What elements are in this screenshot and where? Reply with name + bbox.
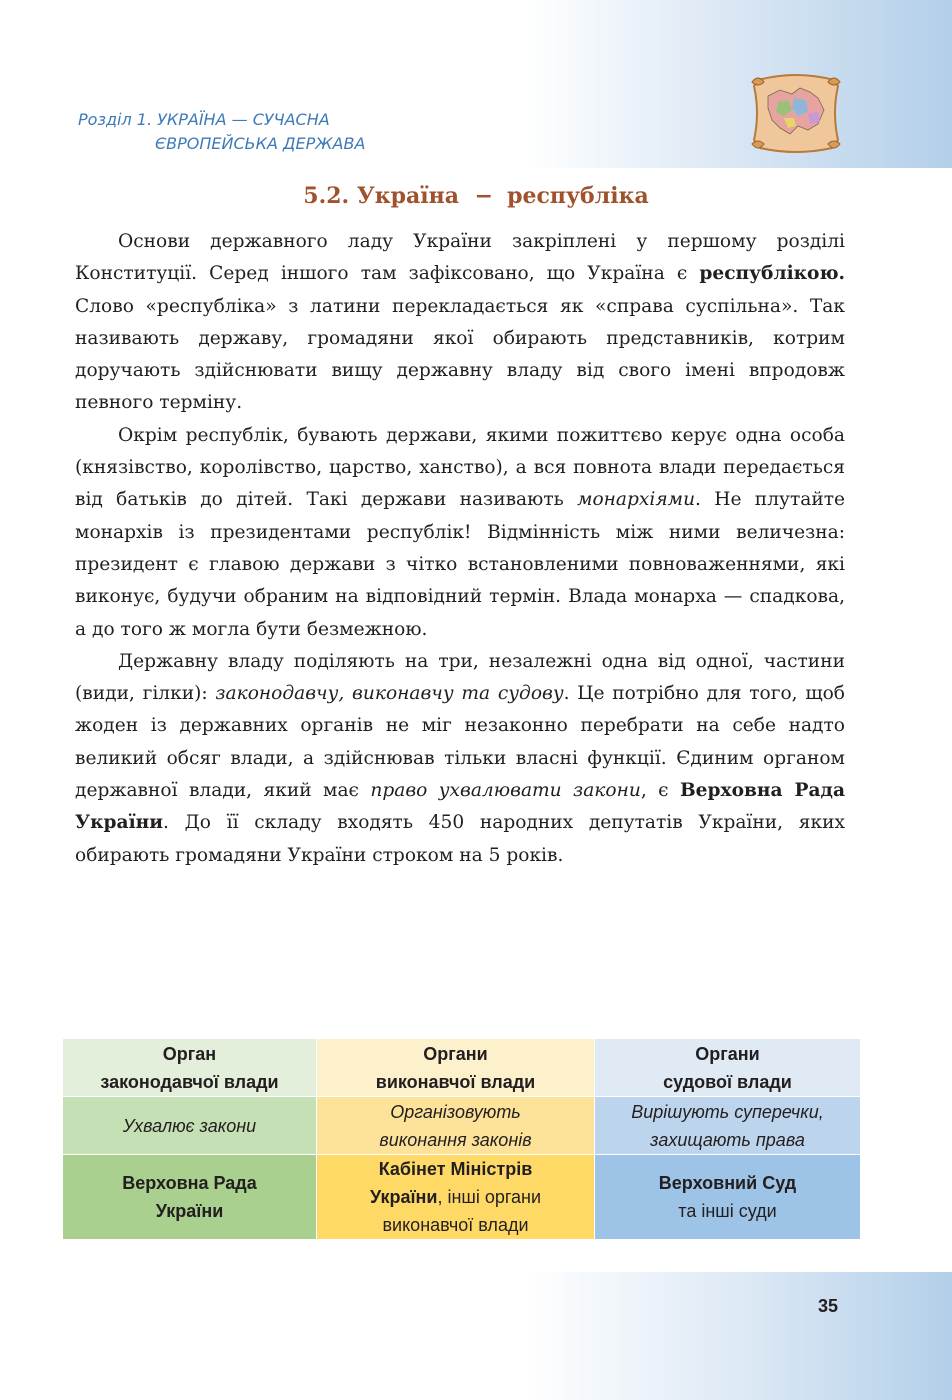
footer-gradient-band <box>0 1272 952 1400</box>
paragraph-2 <box>75 420 845 646</box>
text-run: . Це потрібно для того, щоб жоден із державних органів не міг незаконно перебрати на себе надто великий обсяг влади, а здійснював тільки власні функції. Єдиним органом державної влади, який має <box>75 683 845 802</box>
topic-title <box>0 180 952 212</box>
function-legislative: Ухвалює закони <box>63 1097 317 1155</box>
body-executive: Кабінет Міністрів України, інші органи виконавчої влади <box>317 1155 595 1240</box>
topic-subject: республіка <box>507 183 649 209</box>
text-run: , є <box>640 780 680 802</box>
section-heading <box>78 108 365 156</box>
title-dash: − <box>474 183 494 209</box>
term-lawmaking: право ухвалювати закони <box>370 780 641 802</box>
section-heading-line1: Розділ 1. УКРАЇНА — СУЧАСНА <box>78 110 330 129</box>
table-header-row <box>63 1039 861 1097</box>
function-executive: Організовують виконання законів <box>317 1097 595 1155</box>
header-judicial: Органи судової влади <box>595 1039 861 1097</box>
page-number: 35 <box>818 1296 839 1316</box>
header-legislative: Орган законодавчої влади <box>63 1039 317 1097</box>
paragraph-3 <box>75 646 845 872</box>
term-republic: республікою. <box>699 263 845 285</box>
header-executive: Органи виконавчої влади <box>317 1039 595 1097</box>
term-branches: законодавчу, виконавчу та судову <box>215 683 564 705</box>
text-run: Основи державного ладу України закріплені у першому розділі Конституції. Серед іншого там зафіксовано, що Україна є <box>75 231 845 285</box>
section-heading-line2: ЄВРОПЕЙСЬКА ДЕРЖАВА <box>155 134 366 153</box>
text-run: Державну владу поділяють на три, незалежні одна від одної, частини (види, гілки): <box>75 650 845 705</box>
text-run: . Не плутайте монархів із президентами республік! Відмінність між ними величезна: президент є главою держави з чітко встановленими повноваженнями, які виконує, будучи обраним на відповідний термін. Влада монарха — спадкова, а до того ж могла бути безмежною. <box>75 489 846 640</box>
branches-of-power-table <box>62 1038 861 1240</box>
text-run: . До її складу входять 450 народних депутатів України, яких обирають громадяни України строком на 5 років. <box>75 812 845 866</box>
text-run: Слово «республіка» з латини перекладається як «справа суспільна». Так називають державу, громадяни якої обирають представників, котрим доручають здійснювати вищу державну владу від свого імені впродовж певного терміну. <box>75 295 845 414</box>
paragraph-1 <box>75 226 845 420</box>
term-verkhovna-rada: Верховна Рада України <box>75 780 845 834</box>
text-run: Окрім республік, бувають держави, якими пожиттєво керує одна особа (князівство, королівство, царство, ханство), а вся повнота влади передається від батьків до дітей. Такі держави називають <box>75 424 845 511</box>
europe-map-scroll-icon <box>748 68 844 158</box>
function-judicial: Вирішують суперечки, захищають права <box>595 1097 861 1155</box>
body-judicial: Верховний Суд та інші суди <box>595 1155 861 1240</box>
topic-number: 5.2. Україна <box>303 183 459 209</box>
body-legislative: Верховна Рада України <box>63 1155 317 1240</box>
term-monarchies: монархіями <box>577 489 696 511</box>
body-text <box>75 226 845 872</box>
table-row-bodies <box>63 1155 861 1240</box>
table-row-functions <box>63 1097 861 1155</box>
